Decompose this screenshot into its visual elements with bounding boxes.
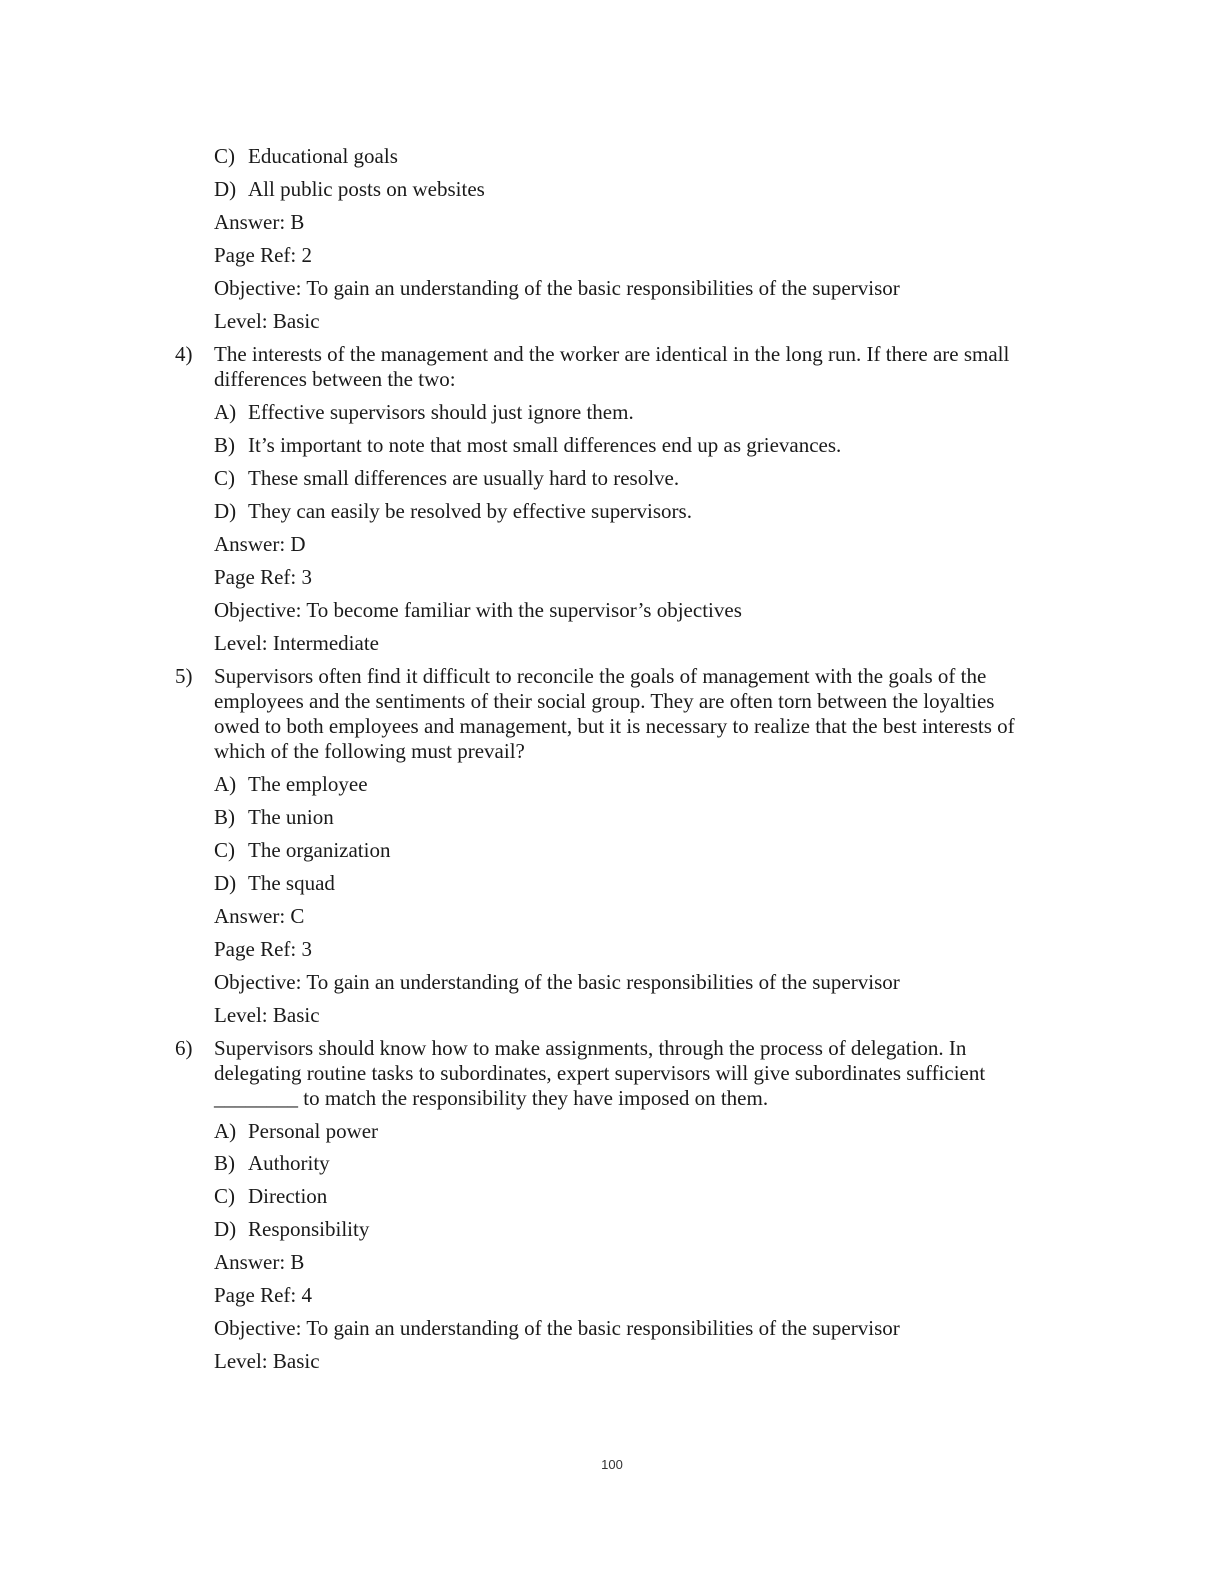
q4-option-d: D) They can easily be resolved by effective supervisors. [214,499,692,523]
q4-number: 4) [175,342,193,366]
q6-option-a: A) Personal power [214,1119,379,1143]
q6-objective: Objective: To gain an understanding of the basic responsibilities of the supervisor [214,1316,900,1340]
q4-stem: The interests of the management and the worker are identical in the long run. If there are small differences between the two: [214,342,1010,391]
q3-option-d: D) All public posts on websites [214,177,485,201]
q6-answer: Answer: B [214,1250,305,1274]
q5-answer: Answer: C [214,904,305,928]
q3-level: Level: Basic [214,309,320,333]
q4-page-ref: Page Ref: 3 [214,565,312,589]
q4-level: Level: Intermediate [214,631,379,655]
q5-option-c: C) The organization [214,838,391,862]
q3-option-c: C) Educational goals [214,144,398,168]
q6-page-ref: Page Ref: 4 [214,1283,312,1307]
q5-option-a: A) The employee [214,772,368,796]
q5-objective: Objective: To gain an understanding of the basic responsibilities of the supervisor [214,970,900,994]
q4-objective: Objective: To become familiar with the supervisor’s objectives [214,598,742,622]
q6-number: 6) [175,1036,193,1060]
page-number: 100 [601,1457,623,1472]
q5-option-d: D) The squad [214,871,335,895]
q6-option-d: D) Responsibility [214,1217,370,1241]
q5-level: Level: Basic [214,1003,320,1027]
q3-page-ref: Page Ref: 2 [214,243,312,267]
q6-option-b: B) Authority [214,1151,330,1175]
q4-option-c: C) These small differences are usually hard to resolve. [214,466,680,490]
q4-option-a: A) Effective supervisors should just ignore them. [214,400,634,424]
q6-stem: Supervisors should know how to make assignments, through the process of delegation. In delegating routine tasks to subordinates, expert supervisors will give subordinates sufficient ________ to match the responsibility they have imposed on them. [214,1036,986,1110]
q5-number: 5) [175,664,193,688]
q5-page-ref: Page Ref: 3 [214,937,312,961]
q3-answer: Answer: B [214,210,305,234]
q6-option-c: C) Direction [214,1184,328,1208]
q5-option-b: B) The union [214,805,334,829]
q4-option-b: B) It’s important to note that most small differences end up as grievances. [214,433,842,457]
q4-answer: Answer: D [214,532,306,556]
q6-level: Level: Basic [214,1349,320,1373]
q5-stem: Supervisors often find it difficult to reconcile the goals of management with the goals of the employees and the sentiments of their social group. They are often torn between the loyalties owed to both employees and management, but it is necessary to realize that the best interests of which of the following must prevail? [214,664,1015,763]
q3-objective: Objective: To gain an understanding of the basic responsibilities of the supervisor [214,276,900,300]
